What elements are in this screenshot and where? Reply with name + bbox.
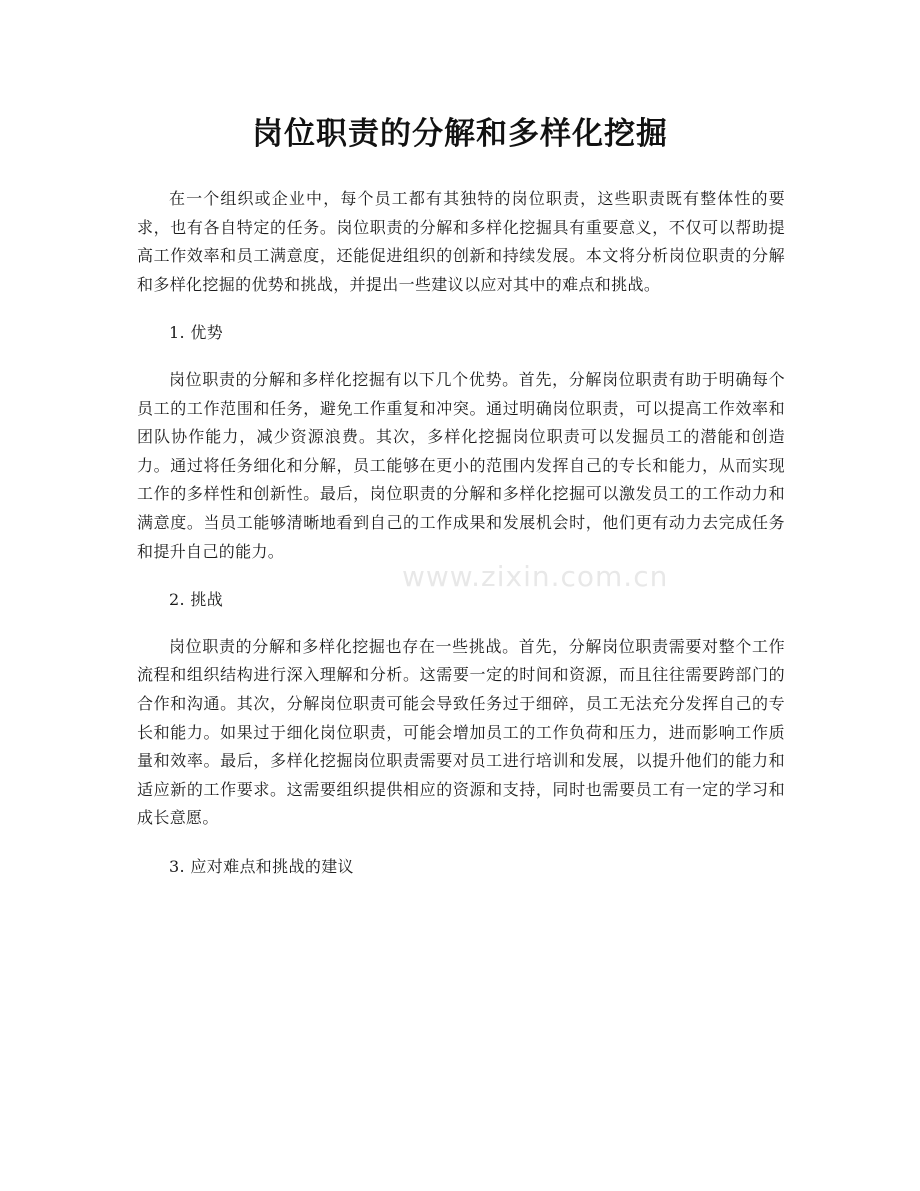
document-body xyxy=(137,185,785,881)
section-heading-challenges: 2. 挑战 xyxy=(169,590,224,610)
section-body-challenges: 岗位职责的分解和多样化挖掘也存在一些挑战。首先，分解岗位职责需要对整个工作流程和组织结构进行深入理解和分析。这需要一定的时间和资源，而且往往需要跨部门的合作和沟通。其次，分解岗位职责可能会导致任务过于细碎，员工无法充分发挥自己的专长和能力。如果过于细化岗位职责，可能会增加员工的工作负荷和压力，进而影响工作质量和效率。最后，多样化挖掘岗位职责需要对员工进行培训和发展，以提升他们的能力和适应新的工作要求。这需要组织提供相应的资源和支持，同时也需要员工有一定的学习和成长意愿。 xyxy=(137,636,785,828)
section-body-advantages: 岗位职责的分解和多样化挖掘有以下几个优势。首先，分解岗位职责有助于明确每个员工的工作范围和任务，避免工作重复和冲突。通过明确岗位职责，可以提高工作效率和团队协作能力，减少资源浪费。其次，多样化挖掘岗位职责可以发掘员工的潜能和创造力。通过将任务细化和分解，员工能够在更小的范围内发挥自己的专长和能力，从而实现工作的多样性和创新性。最后，岗位职责的分解和多样化挖掘可以激发员工的工作动力和满意度。当员工能够清晰地看到自己的工作成果和发展机会时，他们更有动力去完成任务和提升自己的能力。 xyxy=(137,369,785,561)
section-heading-advantages: 1. 优势 xyxy=(169,323,224,343)
intro-paragraph: 在一个组织或企业中，每个员工都有其独特的岗位职责，这些职责既有整体性的要求，也有各自特定的任务。岗位职责的分解和多样化挖掘具有重要意义，不仅可以帮助提高工作效率和员工满意度，还能促进组织的创新和持续发展。本文将分析岗位职责的分解和多样化挖掘的优势和挑战，并提出一些建议以应对其中的难点和挑战。 xyxy=(137,189,785,294)
section-heading-suggestions: 3. 应对难点和挑战的建议 xyxy=(169,856,354,876)
watermark: www.zixin.com.cn xyxy=(402,560,669,593)
page-title: 岗位职责的分解和多样化挖掘 xyxy=(252,116,668,152)
